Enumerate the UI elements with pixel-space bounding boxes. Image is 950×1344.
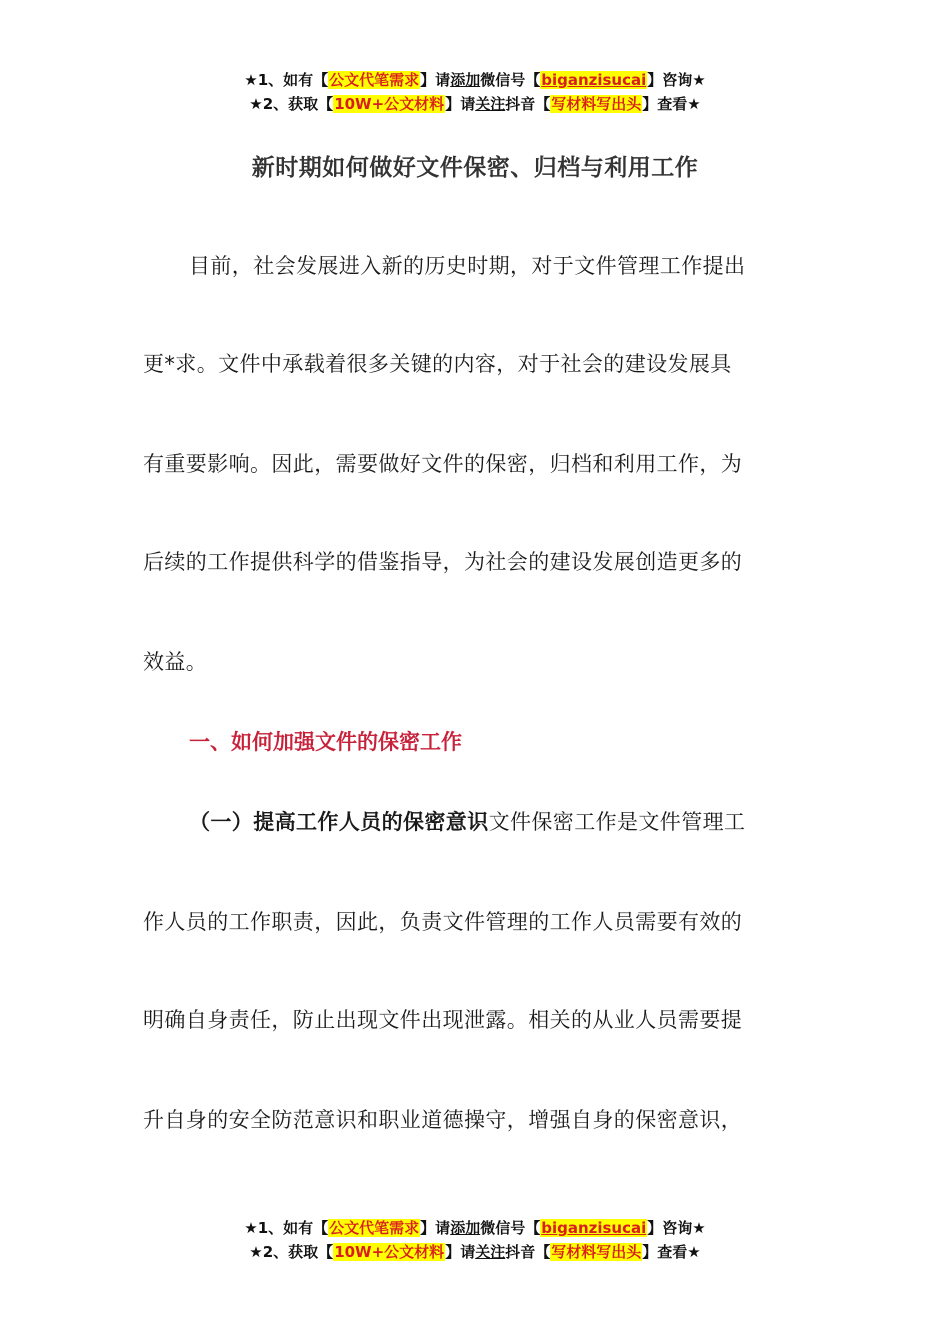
banner-highlight-douyin: 写材料写出头	[551, 95, 642, 113]
banner-line-2	[0, 92, 950, 116]
banner-text: 】咨询★	[647, 71, 706, 89]
banner-text: ★2、获取【	[249, 95, 334, 113]
banner-highlight-service: 公文代笔需求	[329, 71, 420, 89]
paragraph-line: 后续的工作提供科学的借鉴指导，为社会的建设发展创造更多的	[143, 550, 743, 574]
paragraph-line: 目前，社会发展进入新的历史时期，对于文件管理工作提出	[189, 254, 746, 278]
paragraph-line: 有重要影响。因此，需要做好文件的保密，归档和利用工作，为	[143, 452, 743, 476]
bottom-banner	[0, 1216, 950, 1264]
banner-text: ★2、获取【	[249, 1243, 334, 1261]
banner-text: ★1、如有【	[244, 1219, 329, 1237]
banner-text: 】请	[445, 95, 476, 113]
subsection-text: 文件保密工作是文件管理工	[488, 810, 746, 834]
banner-text: 】查看★	[642, 1243, 701, 1261]
banner-line-1	[0, 68, 950, 92]
paragraph-line: 效益。	[143, 650, 208, 674]
banner-text: 抖音【	[505, 95, 551, 113]
subsection-first-line	[189, 805, 854, 839]
banner-text: 】请	[420, 1219, 451, 1237]
subsection-heading: （一）提高工作人员的保密意识	[189, 810, 489, 834]
banner-underline-follow: 关注	[475, 95, 506, 113]
paragraph-line: 更*求。文件中承载着很多关键的内容，对于社会的建设发展具	[143, 352, 732, 376]
banner-text: 】咨询★	[647, 1219, 706, 1237]
banner-highlight-materials: 10W+公文材料	[334, 95, 445, 113]
banner-text: 】请	[445, 1243, 476, 1261]
top-banner	[0, 68, 950, 116]
paragraph-line: 升自身的安全防范意识和职业道德操守，增强自身的保密意识，	[143, 1108, 743, 1132]
banner-line-2	[0, 1240, 950, 1264]
banner-text: 微信号【	[480, 1219, 541, 1237]
banner-underline-add: 添加	[450, 71, 481, 89]
banner-highlight-douyin: 写材料写出头	[551, 1243, 642, 1261]
banner-line-1	[0, 1216, 950, 1240]
paragraph-line: 作人员的工作职责，因此，负责文件管理的工作人员需要有效的	[143, 910, 743, 934]
banner-underline-add: 添加	[450, 1219, 481, 1237]
banner-text: 】查看★	[642, 95, 701, 113]
document-title: 新时期如何做好文件保密、归档与利用工作	[251, 155, 699, 181]
banner-highlight-materials: 10W+公文材料	[334, 1243, 445, 1261]
banner-wechat-id-link[interactable]: biganzisucai	[541, 1219, 647, 1237]
banner-text: ★1、如有【	[244, 71, 329, 89]
paragraph-line: 明确自身责任，防止出现文件出现泄露。相关的从业人员需要提	[143, 1008, 743, 1032]
banner-text: 】请	[420, 71, 451, 89]
banner-highlight-service: 公文代笔需求	[329, 1219, 420, 1237]
section-heading: 一、如何加强文件的保密工作	[189, 730, 462, 754]
banner-wechat-id-link[interactable]: biganzisucai	[541, 71, 647, 89]
banner-underline-follow: 关注	[475, 1243, 506, 1261]
banner-text: 微信号【	[480, 71, 541, 89]
banner-text: 抖音【	[505, 1243, 551, 1261]
